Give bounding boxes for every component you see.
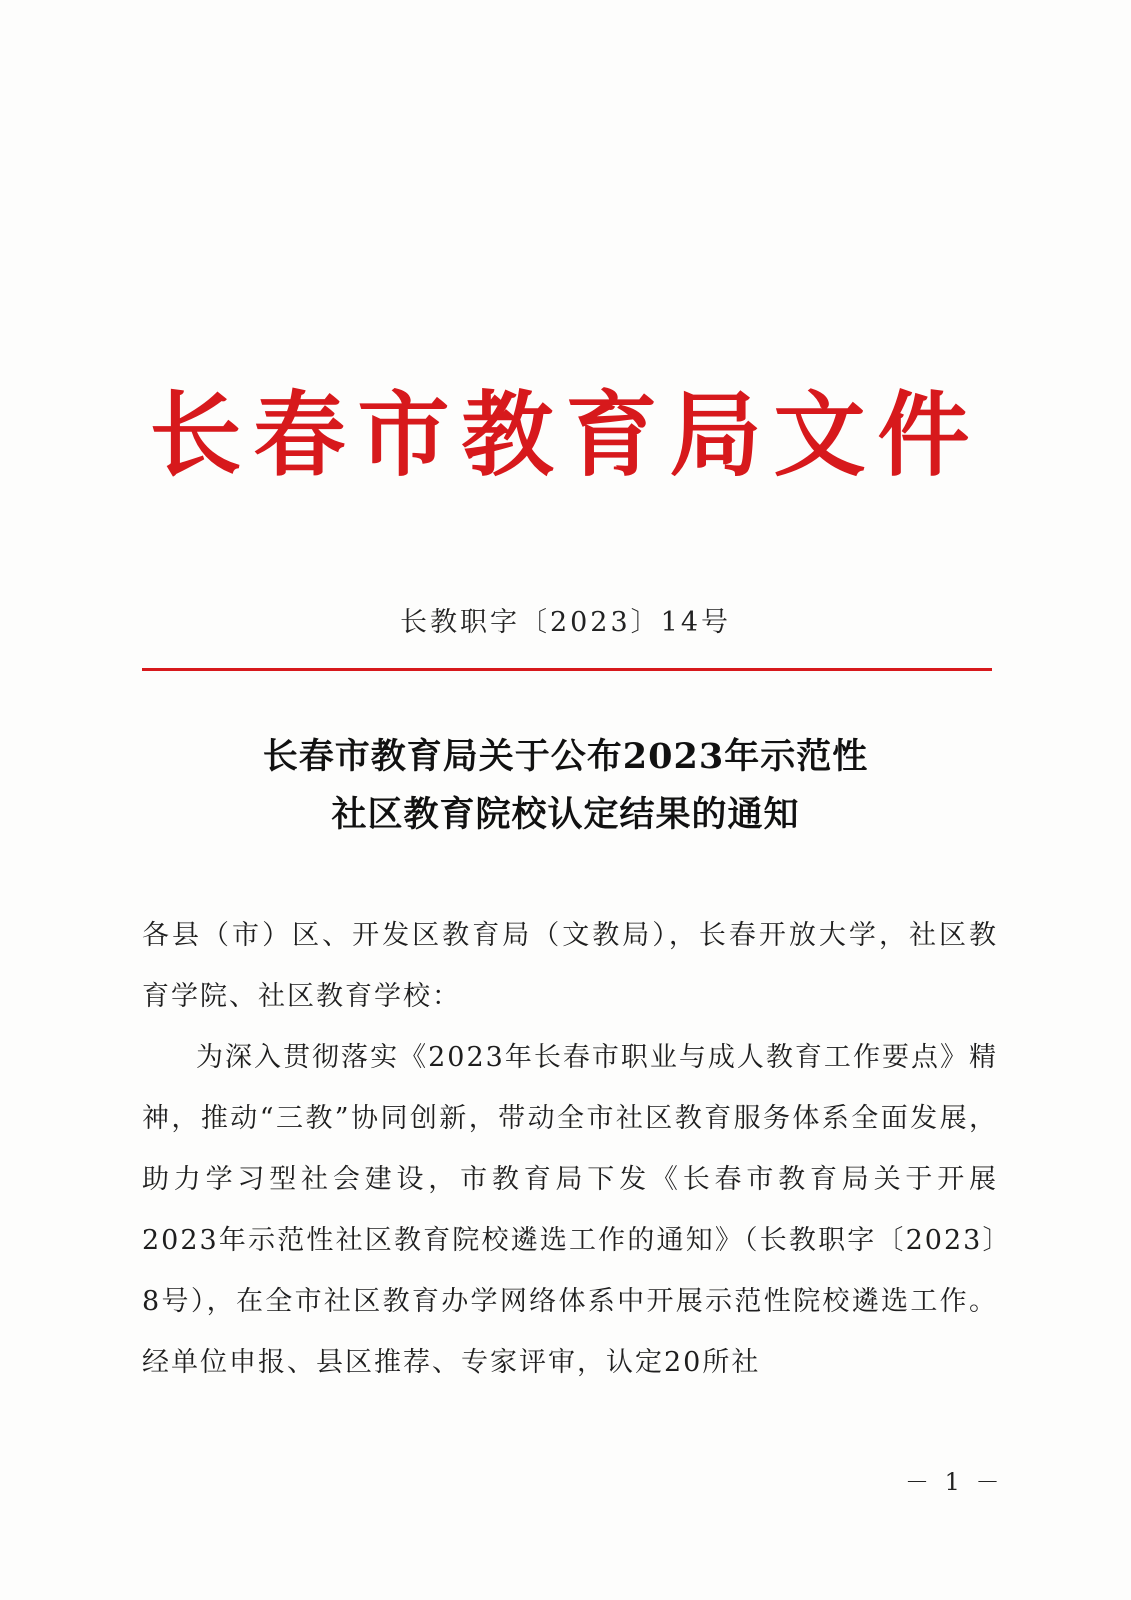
- document-number: 长教职字〔2023〕14号: [399, 607, 732, 638]
- document-masthead: 长春市教育局文件: [149, 381, 982, 489]
- title-line-1: 长春市教育局关于公布2023年示范性: [262, 736, 869, 777]
- body-paragraph: 为深入贯彻落实《2023年长春市职业与成人教育工作要点》精神，推动“三教”协同创新，带动全市社区教育服务体系全面发展，助力学习型社会建设，市教育局下发《长春市教育局关于开展2023年示范性社区教育院校遴选工作的通知》（长教职字〔2023〕8号），在全市社区教育办学网络体系中开展示范性院校遴选工作。经单位申报、县区推荐、专家评审，认定20所社: [142, 1042, 998, 1378]
- document-title: [0, 728, 1131, 844]
- title-line-2: 社区教育院校认定结果的通知: [331, 794, 800, 835]
- salutation: 各县（市）区、开发区教育局（文教局），长春开放大学，社区教育学院、社区教育学校：: [142, 920, 998, 1012]
- document-body: [142, 905, 998, 1393]
- page-number: － 1 －: [905, 1468, 1004, 1496]
- red-divider-line: [142, 668, 992, 671]
